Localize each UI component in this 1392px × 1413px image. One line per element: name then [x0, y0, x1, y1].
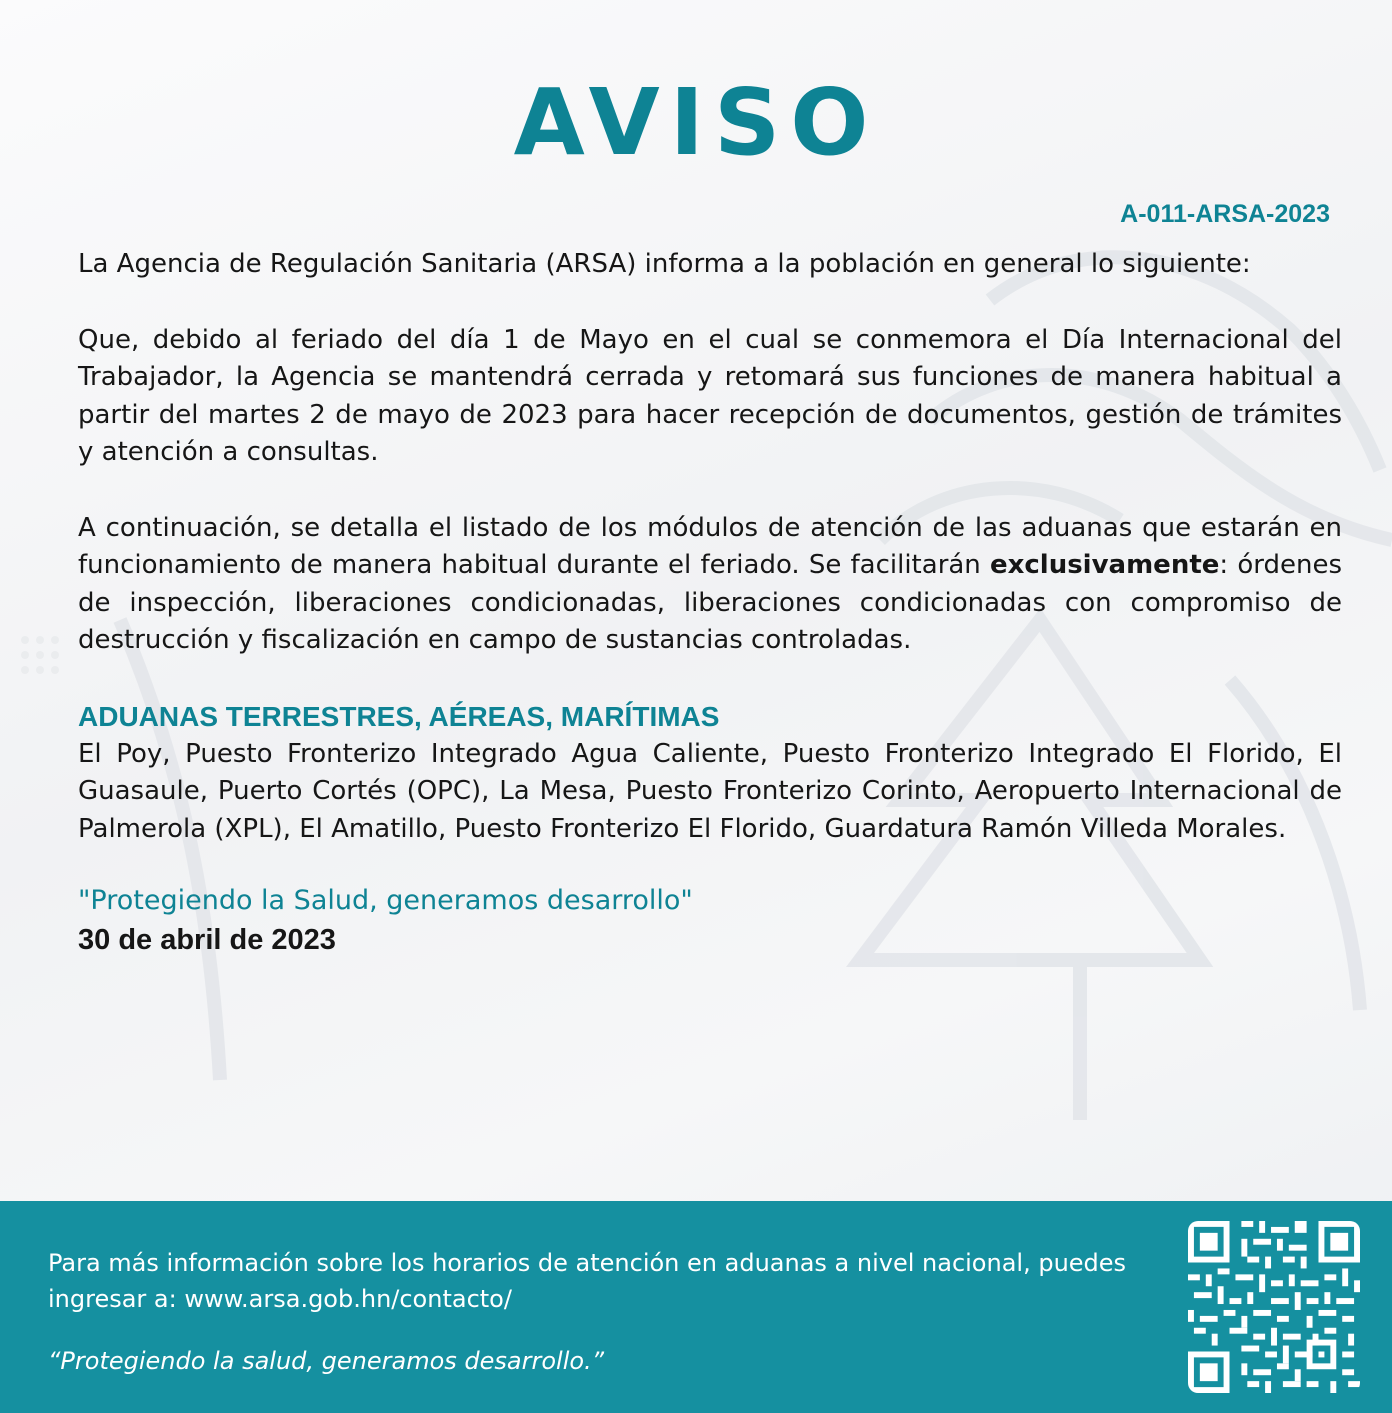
slogan: "Protegiendo la Salud, generamos desarrollo"	[78, 885, 693, 916]
notice-date: 30 de abril de 2023	[78, 924, 336, 956]
holiday-paragraph: Que, debido al feriado del día 1 de Mayo en el cual se conmemora el Día Internacional del Trabajador, la Agencia se mantendrá cerrada y retomará sus funciones de manera habitual a partir del martes 2 de mayo de 2023 para hacer recepción de documentos, gestión de trámites y atención a consultas.	[78, 324, 1342, 467]
intro-paragraph: La Agencia de Regulación Sanitaria (ARSA) informa a la población en general lo siguiente:	[78, 249, 1251, 279]
notice-reference: A-011-ARSA-2023	[1120, 200, 1330, 228]
qr-code-icon[interactable]	[1188, 1221, 1360, 1393]
footer-motto: “Protegiendo la salud, generamos desarrollo.”	[48, 1347, 605, 1375]
services-paragraph-emphasis: exclusivamente	[989, 550, 1220, 580]
customs-list: El Poy, Puesto Fronterizo Integrado Agua Caliente, Puesto Fronterizo Integrado El Florido, El Guasaule, Puerto Cortés (OPC), La Mesa, Puesto Fronterizo Corinto, Aeropuerto Internacional de Palmerola (XPL), El Amatillo, Puesto Fronterizo El Florido, Guardatura Ramón Villeda Morales.	[78, 738, 1342, 844]
services-paragraph	[78, 510, 1342, 660]
customs-section-title: ADUANAS TERRESTRES, AÉREAS, MARÍTIMAS	[78, 700, 720, 732]
footer-info: Para más información sobre los horarios de atención en aduanas a nivel nacional, puedes ingresar a: www.arsa.gob.hn/contacto/	[48, 1249, 1127, 1313]
services-paragraph-end: : órdenes de inspección, liberaciones condicionadas, liberaciones condicionadas con compromiso de destrucción y fiscalización en campo de sustancias controladas.	[78, 550, 1342, 655]
services-paragraph-start: A continuación, se detalla el listado de los módulos de atención de las aduanas que estarán en funcionamiento de manera habitual durante el feriado. Se facilitarán	[78, 512, 1342, 580]
footer-banner	[0, 1201, 1392, 1413]
notice-title: AVISO	[513, 69, 879, 176]
notice-body	[78, 246, 1342, 960]
